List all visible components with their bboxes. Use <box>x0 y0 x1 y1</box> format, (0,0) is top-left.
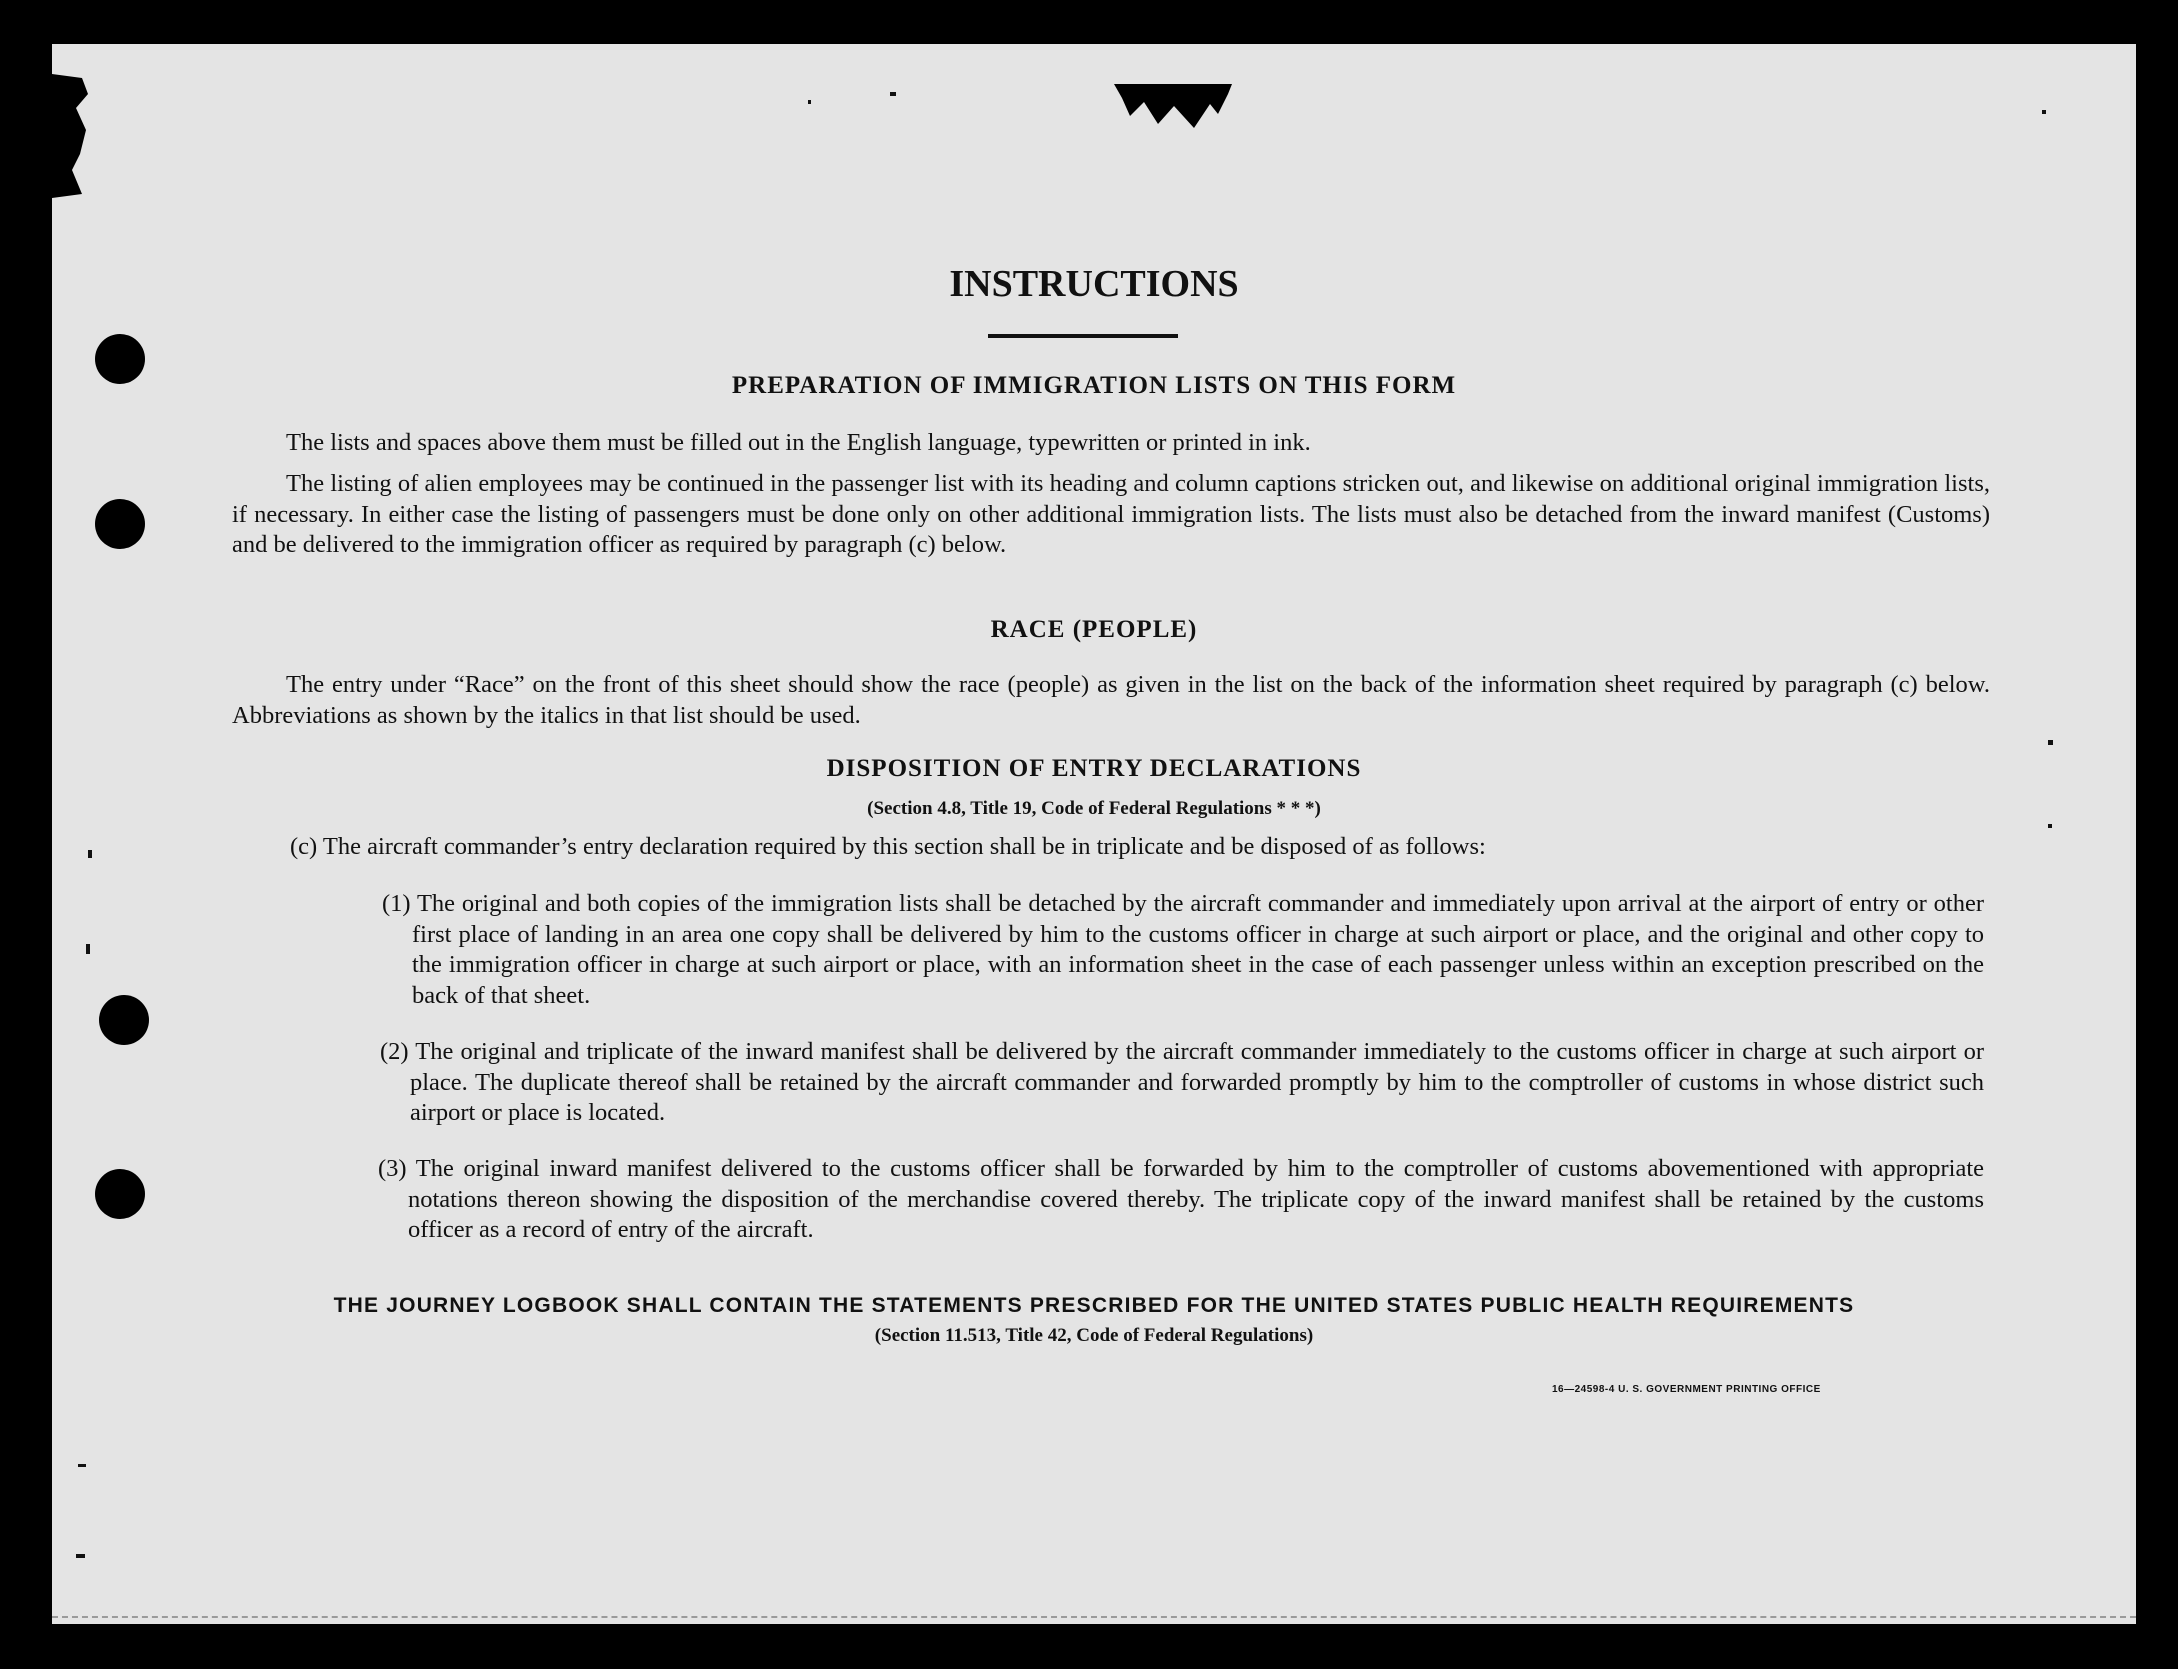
paragraph: The listing of alien employees may be continued in the passenger list with its heading and column captions stricken out, and likewise on additional original immigration lists, if necessary. In either case the listing of passengers must be done only on other additional immigration lists. The lists must also be detached from the inward manifest (Customs) and be delivered to the immigration officer as required by paragraph (c) below. <box>232 470 1990 558</box>
page-title: INSTRUCTIONS <box>949 263 1239 305</box>
list-item: (3) The original inward manifest delivered to the customs officer shall be forwarded by him to the comptroller of customs abovementioned with appropriate notations thereon showing the disposition of the merchandise covered thereby. The triplicate copy of the inward manifest shall be retained by the customs officer as a record of entry of the aircraft. <box>378 1155 1984 1243</box>
section-heading-disposition: DISPOSITION OF ENTRY DECLARATIONS <box>826 755 1362 782</box>
paragraph: The lists and spaces above them must be filled out in the English language, typewritten or printed in ink. <box>286 429 1311 456</box>
list-item: (2) The original and triplicate of the inward manifest shall be delivered by the aircraft commander immediately to the customs officer in charge at such airport or place. The duplicate thereof shall be retained by the aircraft commander and forwarded promptly by him to the comptroller of customs in whose district such airport or place is located. <box>380 1038 1984 1126</box>
punch-hole <box>95 1169 145 1219</box>
punch-hole <box>95 499 145 549</box>
section-citation: (Section 4.8, Title 19, Code of Federal Regulations * * *) <box>867 798 1321 819</box>
footer-citation: (Section 11.513, Title 42, Code of Federal Regulations) <box>874 1325 1314 1346</box>
list-item: (1) The original and both copies of the immigration lists shall be detached by the aircraft commander and immediately upon arrival at the airport of entry or other first place of landing in an area one copy shall be delivered by him to the customs officer in charge at such airport or place, and the original and other copy to the immigration officer in charge at such airport or place, with an information sheet in the case of each passenger unless within an exception prescribed on the back of that sheet. <box>382 890 1984 1009</box>
paragraph: The entry under “Race” on the front of this sheet should show the race (people) as given in the list on the back of the information sheet required by paragraph (c) below. Abbreviations as shown by the italics in that list should be used. <box>232 671 1990 729</box>
paragraph-c: (c) The aircraft commander’s entry declaration required by this section shall be in triplicate and be disposed of as follows: <box>290 833 1486 860</box>
document-page <box>52 44 2136 1624</box>
section-heading-race: RACE (PEOPLE) <box>990 616 1198 643</box>
fold-line <box>52 1616 2136 1618</box>
torn-edge <box>1114 84 1232 132</box>
section-heading-preparation: PREPARATION OF IMMIGRATION LISTS ON THIS FORM <box>731 372 1457 399</box>
printer-mark: 16—24598-4 U. S. GOVERNMENT PRINTING OFFICE <box>1552 1384 1821 1395</box>
punch-hole <box>99 995 149 1045</box>
torn-edge-left <box>52 74 92 214</box>
public-health-statement: THE JOURNEY LOGBOOK SHALL CONTAIN THE STATEMENTS PRESCRIBED FOR THE UNITED STATES PUBLIC HEALTH REQUIREMENTS <box>333 1294 1855 1317</box>
title-underline <box>988 334 1178 338</box>
title-block <box>52 262 2136 306</box>
